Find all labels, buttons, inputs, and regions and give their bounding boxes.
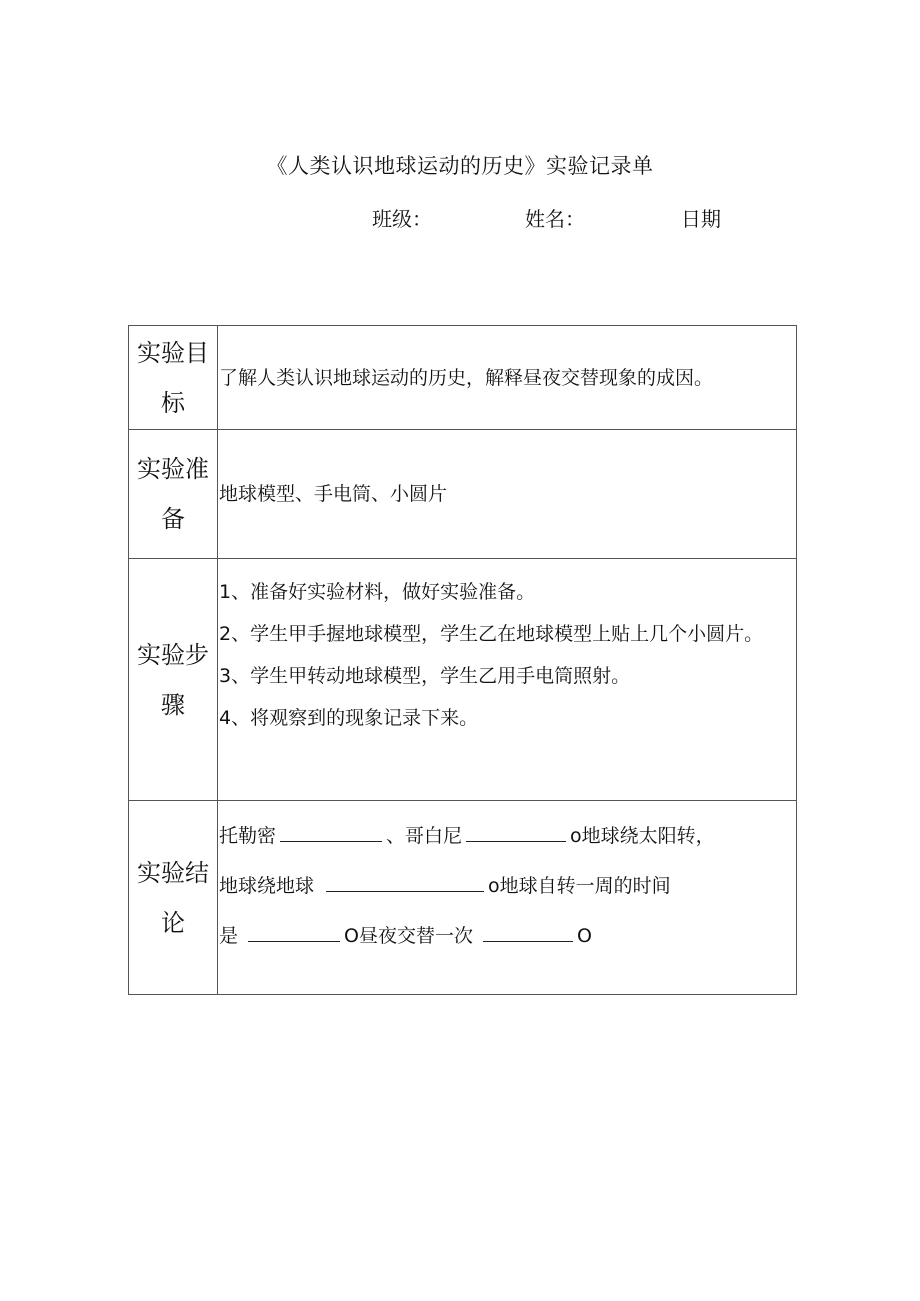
step-item: 3、学生甲转动地球模型，学生乙用手电筒照射。 [219, 665, 631, 687]
conclusion-text: O [576, 925, 592, 947]
conclusion-row [129, 801, 797, 995]
conclusion-content-cell [218, 801, 797, 995]
answer-blank[interactable] [466, 823, 566, 842]
conclusion-line [219, 923, 790, 949]
name-label: 姓名： [525, 207, 585, 231]
conclusion-label: 实验结论 [137, 858, 209, 937]
conclusion-text: 托勒密 [219, 825, 277, 847]
record-table [128, 325, 797, 995]
prep-content-cell [218, 430, 797, 559]
conclusion-text: o地球自转一周的时间 [488, 875, 671, 897]
prep-text: 地球模型、手电筒、小圆片 [219, 483, 448, 505]
page-title: 《人类认识地球运动的历史》实验记录单 [266, 154, 654, 178]
prep-label-cell [129, 430, 218, 559]
answer-blank[interactable] [280, 823, 382, 842]
step-item: 2、学生甲手握地球模型，学生乙在地球模型上贴上几个小圆片。 [219, 623, 764, 645]
conclusion-text: 是 [219, 925, 239, 947]
steps-label-cell [129, 559, 218, 801]
date-label: 日期 [681, 207, 721, 231]
step-item: 1、准备好实验材料，做好实验准备。 [219, 581, 536, 603]
conclusion-line [219, 823, 790, 849]
steps-content-cell [218, 559, 797, 801]
prep-row [129, 430, 797, 559]
prep-label: 实验准备 [137, 455, 209, 533]
conclusion-line [219, 873, 790, 899]
conclusion-text: 、哥白尼 [386, 825, 463, 847]
class-label: 班级： [372, 207, 432, 231]
step-item: 4、将观察到的现象记录下来。 [219, 707, 479, 729]
answer-blank[interactable] [248, 923, 340, 942]
conclusion-text: o地球绕太阳转， [570, 825, 715, 847]
goal-text: 了解人类认识地球运动的历史，解释昼夜交替现象的成因。 [219, 366, 714, 389]
conclusion-text: 地球绕地球 [219, 875, 315, 897]
goal-label: 实验目标 [137, 338, 209, 417]
conclusion-text: O昼夜交替一次 [344, 925, 473, 947]
conclusion-label-cell [129, 801, 218, 995]
answer-blank[interactable] [326, 873, 484, 892]
goal-row [129, 326, 797, 430]
steps-row [129, 559, 797, 801]
goal-content-cell [218, 326, 797, 430]
steps-label: 实验步骤 [137, 640, 209, 719]
goal-label-cell [129, 326, 218, 430]
answer-blank[interactable] [483, 923, 573, 942]
